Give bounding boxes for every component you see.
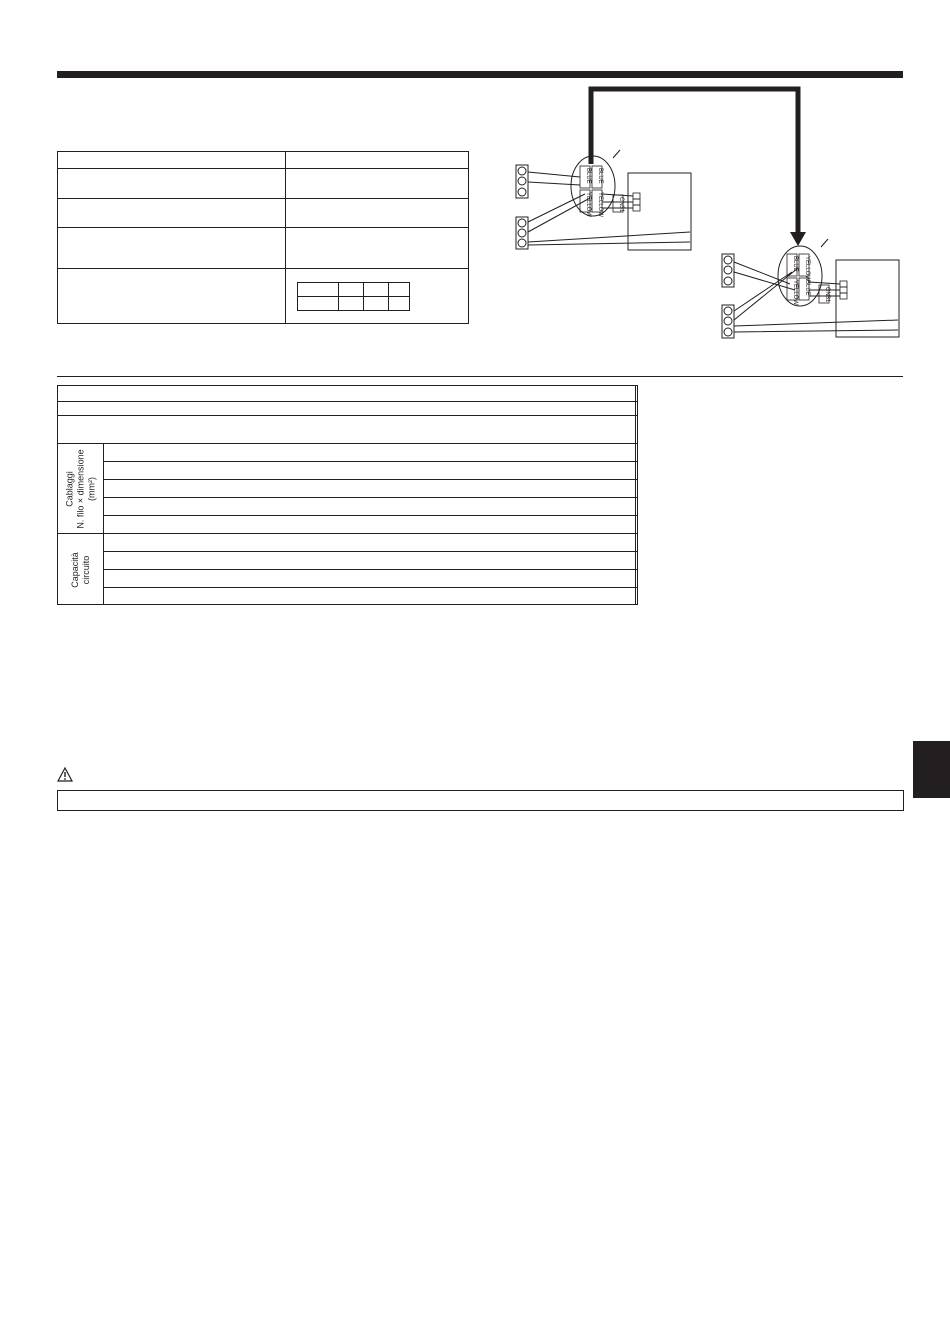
language-tab-marker [913,741,950,798]
wiring-spec-table [57,385,638,605]
subcell [364,296,389,310]
cell [636,498,638,516]
label-cn31-right: CN31 [824,287,830,303]
cell [636,444,638,462]
cell [636,416,638,444]
cell [636,552,638,570]
cell [104,588,636,605]
label-blue-2: BLUE [597,168,603,184]
cell [104,534,636,552]
cell [636,480,638,498]
subcell [364,282,389,296]
subcell [298,296,339,310]
warning-box [57,790,904,811]
subcell [339,282,364,296]
warning-triangle-icon [57,767,73,782]
subcell [389,296,410,310]
control-box-left [628,173,691,250]
cell [104,480,636,498]
label-blue-3: BLUE [792,256,798,272]
cell [286,228,469,269]
label-yellow-4: YELLOW [792,280,798,306]
cell [636,570,638,588]
label-yellow-1: YELLOW [585,192,591,218]
cell [636,462,638,480]
cell [58,228,286,269]
subcell [389,282,410,296]
cell [286,199,469,228]
cell-with-subtable [286,269,469,324]
cell [58,199,286,228]
cell [636,402,638,416]
group-label-line: N. filo × dimensione [75,449,86,529]
cell [104,570,636,588]
group-label-line: (mm²) [86,477,97,502]
group-label-line: Cablaggi [64,471,75,507]
cell [104,444,636,462]
header-rule [57,71,903,78]
cell [636,534,638,552]
group-label-line: Capacità [70,552,80,588]
label-blue-1: BLUE [585,168,591,184]
wiring-diagram [510,82,905,344]
cell [636,516,638,534]
subcell [339,296,364,310]
group-label-line: circuito [81,555,91,585]
spec-table-upper [57,151,469,324]
group-label-capacity [58,534,104,605]
label-yellow-2: YELLOW [597,192,603,218]
cell [286,152,469,169]
cell [104,462,636,480]
cell [58,386,636,402]
cell [58,152,286,169]
cell [286,169,469,199]
label-blue-4: BLUE [804,280,810,296]
cell [58,169,286,199]
label-yellow-3: YELLOW [804,256,810,282]
group-label-wiring [58,444,104,534]
cell [58,402,636,416]
cell [104,498,636,516]
cell [104,516,636,534]
section-rule [57,376,903,377]
subcell [298,282,339,296]
control-box-right [836,260,899,337]
label-cn31-left: CN31 [618,197,624,213]
arrow-head [790,232,806,246]
cell [104,552,636,570]
sub-table [297,282,410,311]
connector-ellipse-left [571,156,615,216]
cell [636,588,638,605]
cell [58,416,636,444]
cell [636,386,638,402]
cell [58,269,286,324]
